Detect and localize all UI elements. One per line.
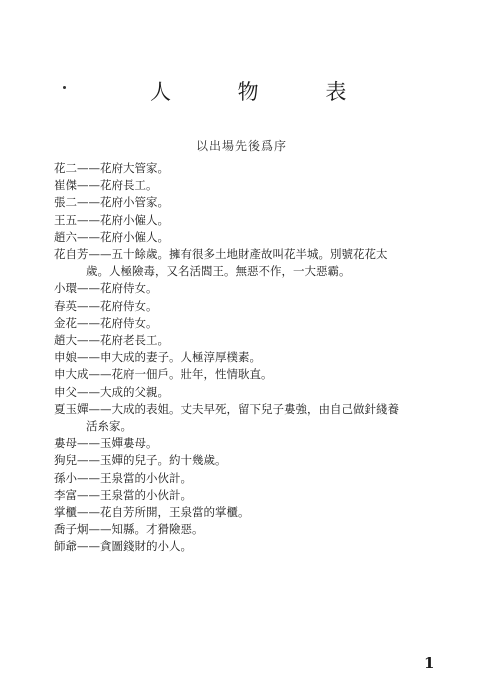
character-entry: 夏玉嬋——大成的表姐。丈夫早死，留下兒子婁強，由自己做針綫養 xyxy=(54,401,399,416)
character-entry: 小環——花府侍女。 xyxy=(54,281,158,296)
character-entry: 狗兒——玉嬋的兒子。約十幾歲。 xyxy=(54,453,227,468)
character-entry: 春英——花府侍女。 xyxy=(54,298,158,313)
character-entry: 婁母——玉嬋婁母。 xyxy=(54,436,158,451)
character-entry: 孫小——王泉當的小伙計。 xyxy=(54,470,192,485)
page-title: 人 物 表 xyxy=(150,80,377,104)
character-entry: 趙大——花府老長工。 xyxy=(54,333,169,348)
character-entry: 花二——花府大管家。 xyxy=(54,161,169,175)
character-entry: 花自芳——五十餘歲。擁有很多土地財產故叫花半城。別號花花太 xyxy=(54,247,388,262)
character-entry: 掌櫃——花自芳所開，王泉當的掌櫃。 xyxy=(54,505,250,520)
character-entry: 崔傑——花府長工。 xyxy=(54,178,158,193)
character-list xyxy=(54,160,446,556)
character-entry: 趙六——花府小僱人。 xyxy=(54,229,169,244)
character-entry: 金花——花府侍女。 xyxy=(54,315,158,330)
character-entry: 張二——花府小管家。 xyxy=(54,195,169,210)
page-subtitle: 以出場先後爲序 xyxy=(196,139,288,153)
character-entry: 申娘——申大成的妻子。人極淳厚樸素。 xyxy=(54,350,261,365)
character-entry: 申大成——花府一佃戶。壯年，性情耿直。 xyxy=(54,367,273,382)
character-entry-continuation: 活糸家。 xyxy=(86,419,132,434)
character-entry: 王五——花府小僱人。 xyxy=(54,212,169,227)
character-entry: 喬子炯——知縣。才猾險惡。 xyxy=(54,522,204,537)
ink-dot-mark xyxy=(63,86,66,89)
character-entry: 申父——大成的父親。 xyxy=(54,384,169,399)
page-number: 1 xyxy=(424,654,435,672)
character-entry-continuation: 歲。人極險毒，又名活閻王。無惡不作，一大惡霸。 xyxy=(86,264,351,279)
character-entry: 師爺——貪圖錢財的小人。 xyxy=(54,539,192,554)
character-entry: 李富——王泉當的小伙計。 xyxy=(54,487,192,502)
